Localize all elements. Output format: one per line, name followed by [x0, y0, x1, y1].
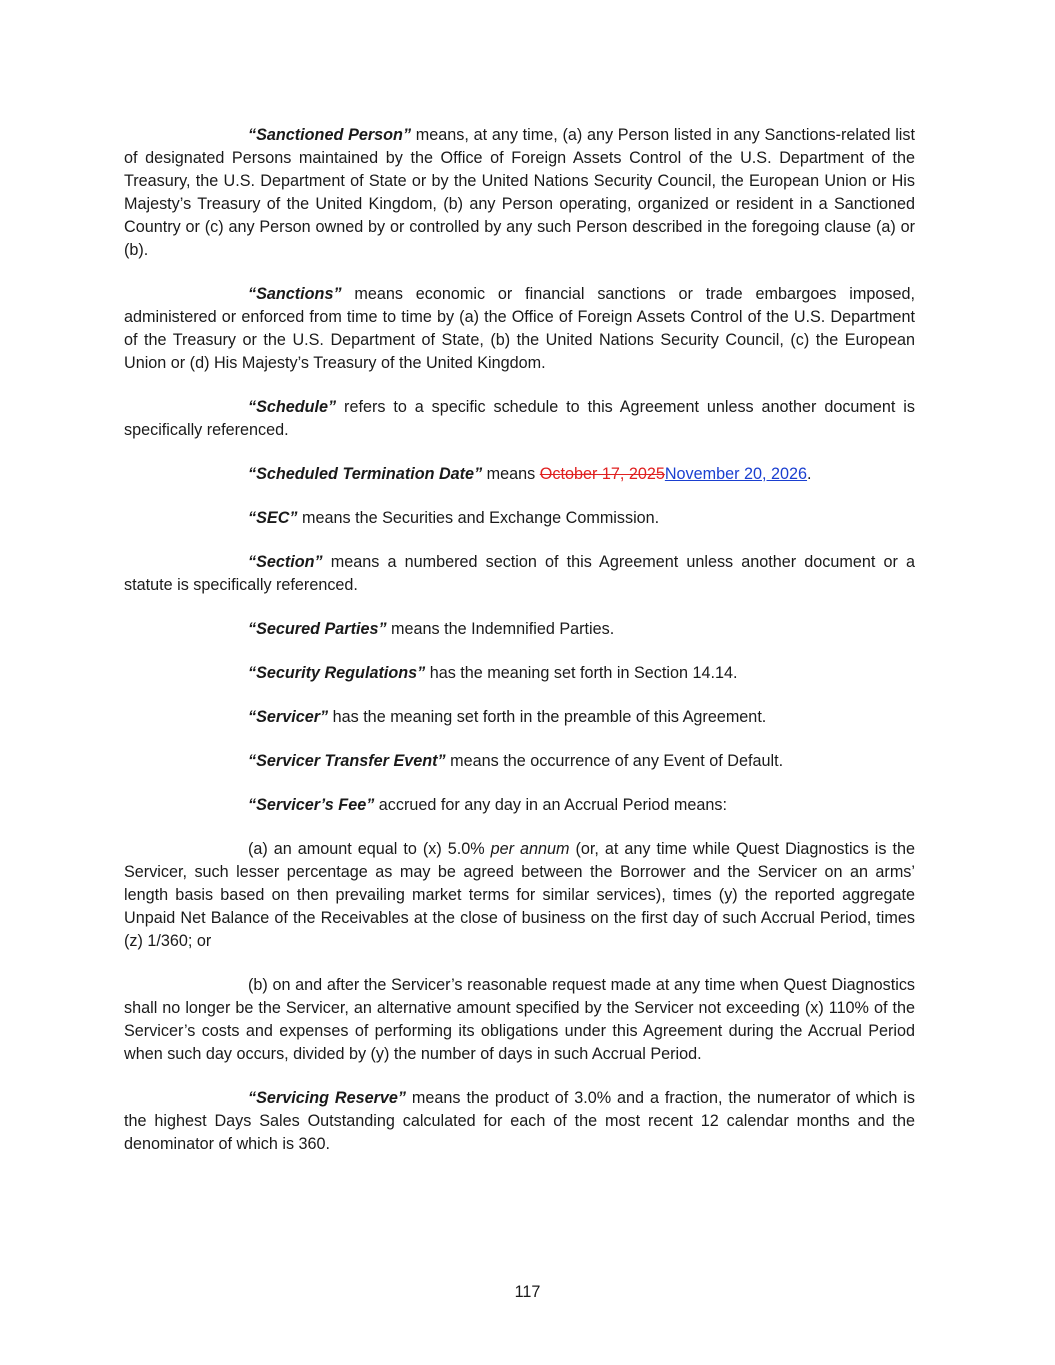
defined-term: “Servicer Transfer Event” — [248, 752, 446, 770]
definition-text: means — [482, 465, 540, 483]
defined-term: “Schedule” — [248, 398, 337, 416]
italic-text: per annum — [490, 840, 570, 858]
definition-text: refers to a specific schedule to this Agreement unless another document is specifically referenced. — [124, 398, 915, 439]
definition-sanctions — [124, 283, 915, 375]
definition-text: means the Securities and Exchange Commission. — [297, 509, 660, 527]
defined-term: “Servicing Reserve” — [248, 1089, 406, 1107]
definition-security-regulations — [124, 662, 915, 685]
definition-text: has the meaning set forth in Section 14.14. — [425, 664, 738, 682]
defined-term: “Servicer’s Fee” — [248, 796, 375, 814]
defined-term: “Section” — [248, 553, 323, 571]
definition-scheduled-termination-date — [124, 463, 915, 486]
definition-text: means the Indemnified Parties. — [386, 620, 615, 638]
page-number: 117 — [514, 1283, 541, 1301]
definition-sec — [124, 507, 915, 530]
document-page — [124, 124, 915, 1177]
definition-secured-parties — [124, 618, 915, 641]
clause-text: (b) on and after the Servicer’s reasonable request made at any time when Quest Diagnostics shall no longer be the Servicer, an alternative amount specified by the Servicer not exceeding (x) 110% of the Servicer’s costs and expenses of performing its obligations under this Agreement during the Accrual Period when such day occurs, divided by (y) the number of days in such Accrual Period. — [124, 976, 915, 1063]
definition-section — [124, 551, 915, 597]
definition-text-end: . — [807, 465, 812, 483]
defined-term: “Servicer” — [248, 708, 329, 726]
defined-term: “Sanctions” — [248, 285, 342, 303]
definition-text: means economic or financial sanctions or trade embargoes imposed, administered or enforced from time to time by (a) the Office of Foreign Assets Control of the U.S. Department of the Treasury or the U.S. Department of State, (b) the United Nations Security Council, (c) the European Union or (d) His Majesty’s Treasury of the United Kingdom. — [124, 285, 915, 372]
defined-term: “Secured Parties” — [248, 620, 387, 638]
defined-term: “SEC” — [248, 509, 298, 527]
definition-text: means, at any time, (a) any Person listed in any Sanctions-related list of designated Persons maintained by the Office of Foreign Assets Control of the U.S. Department of the Treasury, the U.S. Department of State or by the United Nations Security Council, the European Union or His Majesty’s Treasury of the United Kingdom, (b) any Person operating, organized or resident in a Sanctioned Country or (c) any Person owned by or controlled by any such Person described in the foregoing clause (a) or (b). — [124, 126, 915, 259]
deleted-text: October 17, 2025 — [539, 465, 665, 483]
servicers-fee-clause-a — [124, 838, 915, 953]
definition-servicing-reserve — [124, 1087, 915, 1156]
definition-text: accrued for any day in an Accrual Period means: — [374, 796, 728, 814]
clause-text: (a) an amount equal to (x) 5.0% — [248, 840, 491, 858]
definition-servicer — [124, 706, 915, 729]
definition-servicer-transfer-event — [124, 750, 915, 773]
definition-sanctioned-person — [124, 124, 915, 262]
definition-text: means a numbered section of this Agreement unless another document or a statute is specifically referenced. — [124, 553, 915, 594]
defined-term: “Sanctioned Person” — [248, 126, 412, 144]
definition-servicers-fee — [124, 794, 915, 817]
defined-term: “Security Regulations” — [248, 664, 426, 682]
definition-text: means the occurrence of any Event of Default. — [445, 752, 784, 770]
servicers-fee-clause-b — [124, 974, 915, 1066]
definition-text: means the product of 3.0% and a fraction, the numerator of which is the highest Days Sales Outstanding calculated for each of the most recent 12 calendar months and the denominator of which is 360. — [124, 1089, 915, 1153]
inserted-text: November 20, 2026 — [664, 465, 808, 483]
definition-text: has the meaning set forth in the preamble of this Agreement. — [328, 708, 767, 726]
clause-text-end: (or, at any time while Quest Diagnostics is the Servicer, such lesser percentage as may be agreed between the Borrower and the Servicer on an arms’ length basis based on then prevailing market terms for similar services), times (y) the reported aggregate Unpaid Net Balance of the Receivables at the close of business on the first day of such Accrual Period, times (z) 1/360; or — [124, 840, 915, 950]
defined-term: “Scheduled Termination Date” — [248, 465, 483, 483]
definition-schedule — [124, 396, 915, 442]
